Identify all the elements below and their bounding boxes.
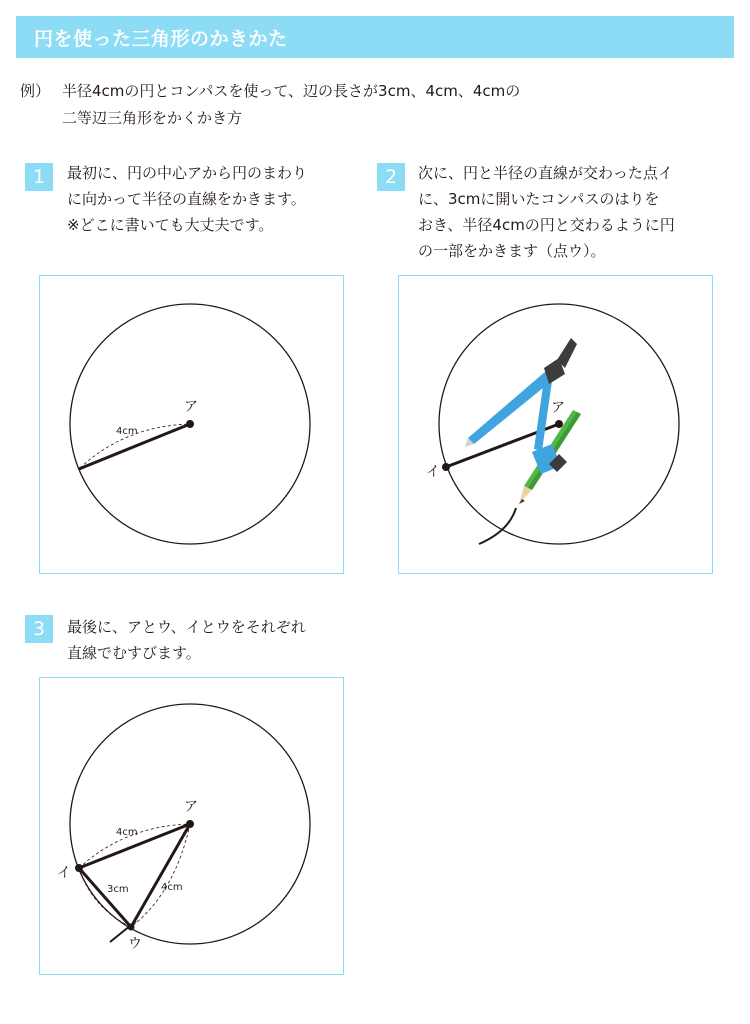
figure-1-drawing — [40, 276, 345, 575]
point-a — [186, 820, 194, 828]
label-u: ウ — [128, 936, 142, 952]
step-2-line: に、3cmに開いたコンパスのはりを — [418, 190, 660, 208]
step-3-badge: 3 — [25, 615, 53, 643]
figure-3 — [39, 677, 344, 975]
step-2-line: の一部をかきます（点ウ）。 — [418, 242, 606, 260]
label-i: イ — [57, 865, 71, 881]
step-2-line: 次に、円と半径の直線が交わった点イ — [418, 164, 673, 182]
label-4cm-ai: 4cm — [116, 827, 138, 838]
label-a: ア — [184, 799, 198, 815]
step-2-line: おき、半径4cmの円と交わるように円 — [418, 216, 675, 234]
point-i — [442, 463, 450, 471]
center-point — [555, 420, 563, 428]
intro-line-1 — [20, 78, 520, 105]
compass-arc — [479, 508, 516, 544]
step-1-line: 最初に、円の中心アから円のまわり — [67, 164, 308, 182]
step-2-badge: 2 — [377, 163, 405, 191]
figure-1 — [39, 275, 344, 574]
label-4cm-au: 4cm — [161, 882, 183, 893]
center-point — [186, 420, 194, 428]
figure-2-drawing — [399, 276, 714, 575]
step-1-text — [67, 160, 307, 238]
label-a: ア — [184, 399, 198, 415]
step-1-badge: 1 — [25, 163, 53, 191]
page-title: 円を使った三角形のかきかた — [34, 28, 288, 50]
intro-label: 例） — [20, 82, 51, 100]
label-3cm-iu: 3cm — [107, 884, 129, 895]
side-iu — [79, 868, 131, 927]
side-au — [131, 824, 190, 927]
intro-text-1: 半径4cmの円とコンパスを使って、辺の長さが3cm、4cm、4cmの — [62, 82, 521, 100]
step-3-line: 最後に、アとウ、イとウをそれぞれ — [67, 618, 306, 636]
point-i — [75, 864, 83, 872]
title-bar — [16, 16, 734, 58]
intro-text-2: 二等辺三角形をかくかき方 — [62, 109, 243, 127]
step-2-text — [418, 160, 675, 264]
step-1-line: ※どこに書いても大丈夫です。 — [67, 216, 274, 234]
compass-icon — [465, 338, 581, 504]
point-u — [128, 924, 135, 931]
figure-3-drawing — [40, 678, 345, 976]
step-1-line: に向かって半径の直線をかきます。 — [67, 190, 306, 208]
figure-2 — [398, 275, 713, 574]
label-4cm: 4cm — [116, 426, 138, 437]
intro — [20, 78, 520, 132]
step-3-text — [67, 614, 306, 666]
label-i: イ — [426, 464, 440, 480]
step-3-line: 直線でむすびます。 — [67, 644, 201, 662]
label-a: ア — [551, 400, 565, 416]
